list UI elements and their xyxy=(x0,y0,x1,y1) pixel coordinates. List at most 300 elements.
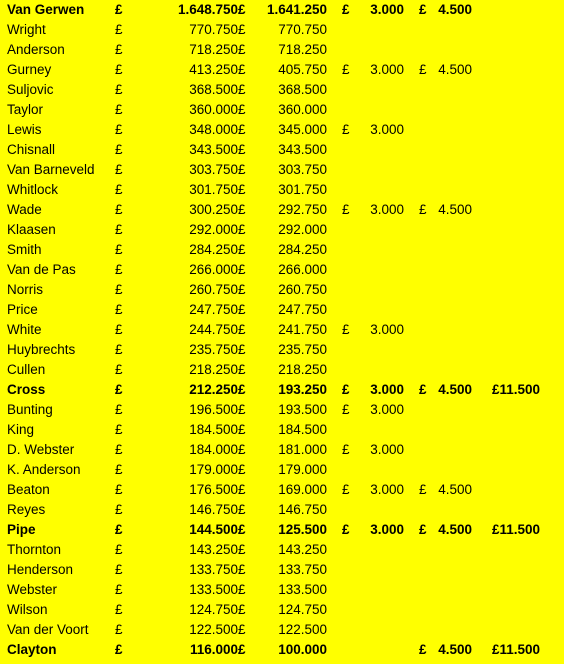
extra-prize-value xyxy=(480,100,540,120)
prize-value: 179.000 xyxy=(278,462,327,477)
prize-value: 284.250 xyxy=(278,242,327,257)
table-row xyxy=(0,380,564,400)
currency-symbol: £ xyxy=(342,382,350,397)
total-prize-value: 301.750 xyxy=(189,182,238,197)
currency-symbol: £ xyxy=(342,2,350,17)
prize-value: 405.750 xyxy=(278,62,327,77)
total-prize-value: 292.000 xyxy=(189,222,238,237)
currency-symbol: £ xyxy=(115,522,123,537)
total-prize-value: 176.500 xyxy=(189,482,238,497)
bonus-value xyxy=(357,160,404,180)
total-prize-value: 244.750 xyxy=(189,322,238,337)
currency-symbol: £ xyxy=(115,462,123,477)
player-name: Wilson xyxy=(7,602,48,617)
bonus-value xyxy=(357,460,404,480)
currency-symbol: £ xyxy=(238,642,246,657)
prize-value: 360.000 xyxy=(278,102,327,117)
bonus-value xyxy=(430,560,472,580)
bonus-value xyxy=(357,80,404,100)
currency-symbol: £ xyxy=(115,102,123,117)
total-prize-value: 143.250 xyxy=(189,542,238,557)
extra-prize-value xyxy=(480,360,540,380)
total-prize-value: 116.000 xyxy=(189,642,238,657)
prize-value: 235.750 xyxy=(278,342,327,357)
bonus-value xyxy=(430,140,472,160)
player-name: Thornton xyxy=(7,542,62,557)
currency-symbol: £ xyxy=(419,482,427,497)
table-row xyxy=(0,20,564,40)
table-row xyxy=(0,500,564,520)
currency-symbol: £ xyxy=(115,602,123,617)
currency-symbol: £ xyxy=(238,62,246,77)
bonus-value xyxy=(430,320,472,340)
total-prize-value: 413.250 xyxy=(189,62,238,77)
player-name: D. Webster xyxy=(7,442,75,457)
bonus-value xyxy=(430,240,472,260)
bonus-value xyxy=(357,300,404,320)
player-name: King xyxy=(7,422,35,437)
bonus-value xyxy=(357,280,404,300)
currency-symbol: £ xyxy=(115,622,123,637)
currency-symbol: £ xyxy=(238,382,246,397)
bonus-value: 4.500 xyxy=(438,202,472,217)
table-row xyxy=(0,600,564,620)
table-row xyxy=(0,40,564,60)
prize-value: 368.500 xyxy=(278,82,327,97)
currency-symbol: £ xyxy=(238,122,246,137)
currency-symbol: £ xyxy=(342,202,350,217)
player-name: Taylor xyxy=(7,102,44,117)
extra-prize-value: £11.500 xyxy=(491,642,540,657)
bonus-value xyxy=(357,180,404,200)
total-prize-value: 343.500 xyxy=(189,142,238,157)
total-prize-value: 133.500 xyxy=(189,582,238,597)
bonus-value xyxy=(357,220,404,240)
currency-symbol: £ xyxy=(342,522,350,537)
table-row xyxy=(0,200,564,220)
player-name: Cross xyxy=(7,382,46,397)
table-row xyxy=(0,180,564,200)
table-row xyxy=(0,280,564,300)
bonus-value xyxy=(430,620,472,640)
currency-symbol: £ xyxy=(115,322,123,337)
prize-value: 1.641.250 xyxy=(266,2,327,17)
currency-symbol: £ xyxy=(115,22,123,37)
prize-value: 301.750 xyxy=(278,182,327,197)
player-name: Wade xyxy=(7,202,42,217)
player-name: Chisnall xyxy=(7,142,56,157)
total-prize-value: 718.250 xyxy=(189,42,238,57)
bonus-value xyxy=(357,20,404,40)
extra-prize-value xyxy=(480,160,540,180)
total-prize-value: 184.500 xyxy=(189,422,238,437)
currency-symbol: £ xyxy=(238,362,246,377)
prize-value: 193.250 xyxy=(278,382,327,397)
total-prize-value: 1.648.750 xyxy=(177,2,238,17)
table-row xyxy=(0,80,564,100)
extra-prize-value xyxy=(480,140,540,160)
prize-value: 122.500 xyxy=(278,622,327,637)
currency-symbol: £ xyxy=(238,282,246,297)
prize-value: 133.500 xyxy=(278,582,327,597)
bonus-value: 3.000 xyxy=(370,2,404,17)
player-name: Suljovic xyxy=(7,82,54,97)
bonus-value: 4.500 xyxy=(438,482,472,497)
currency-symbol: £ xyxy=(238,422,246,437)
player-name: Price xyxy=(7,302,38,317)
extra-prize-value xyxy=(480,480,540,500)
bonus-value: 4.500 xyxy=(438,642,472,657)
bonus-value xyxy=(357,640,404,660)
bonus-value xyxy=(357,600,404,620)
bonus-value xyxy=(430,360,472,380)
table-row xyxy=(0,400,564,420)
bonus-value xyxy=(357,580,404,600)
prize-value: 718.250 xyxy=(278,42,327,57)
bonus-value: 4.500 xyxy=(438,62,472,77)
table-row xyxy=(0,260,564,280)
prize-value: 133.750 xyxy=(278,562,327,577)
currency-symbol: £ xyxy=(115,122,123,137)
table-row xyxy=(0,540,564,560)
table-row xyxy=(0,620,564,640)
currency-symbol: £ xyxy=(419,642,427,657)
bonus-value xyxy=(430,420,472,440)
extra-prize-value: £11.500 xyxy=(491,382,540,397)
total-prize-value: 300.250 xyxy=(189,202,238,217)
table-row xyxy=(0,460,564,480)
bonus-value xyxy=(357,100,404,120)
bonus-value xyxy=(430,280,472,300)
currency-symbol: £ xyxy=(115,182,123,197)
extra-prize-value xyxy=(480,460,540,480)
table-row xyxy=(0,340,564,360)
table-row xyxy=(0,420,564,440)
table-row xyxy=(0,240,564,260)
currency-symbol: £ xyxy=(238,222,246,237)
player-name: Wright xyxy=(7,22,46,37)
player-name: Norris xyxy=(7,282,43,297)
bonus-value xyxy=(430,580,472,600)
currency-symbol: £ xyxy=(419,202,427,217)
player-name: White xyxy=(7,322,42,337)
table-row xyxy=(0,560,564,580)
bonus-value xyxy=(357,340,404,360)
extra-prize-value xyxy=(480,280,540,300)
table-row xyxy=(0,580,564,600)
currency-symbol: £ xyxy=(342,62,350,77)
bonus-value xyxy=(430,180,472,200)
currency-symbol: £ xyxy=(115,342,123,357)
currency-symbol: £ xyxy=(419,522,427,537)
total-prize-value: 360.000 xyxy=(189,102,238,117)
player-name: Reyes xyxy=(7,502,46,517)
currency-symbol: £ xyxy=(115,422,123,437)
total-prize-value: 146.750 xyxy=(189,502,238,517)
prize-value: 184.500 xyxy=(278,422,327,437)
player-name: Van de Pas xyxy=(7,262,76,277)
currency-symbol: £ xyxy=(342,122,350,137)
total-prize-value: 144.500 xyxy=(189,522,238,537)
currency-symbol: £ xyxy=(342,482,350,497)
player-name: Whitlock xyxy=(7,182,59,197)
bonus-value xyxy=(430,400,472,420)
currency-symbol: £ xyxy=(115,142,123,157)
total-prize-value: 179.000 xyxy=(189,462,238,477)
currency-symbol: £ xyxy=(115,282,123,297)
prize-value: 169.000 xyxy=(278,482,327,497)
currency-symbol: £ xyxy=(238,562,246,577)
bonus-value: 3.000 xyxy=(370,122,404,137)
extra-prize-value xyxy=(480,120,540,140)
currency-symbol: £ xyxy=(115,482,123,497)
bonus-value: 4.500 xyxy=(438,382,472,397)
table-row xyxy=(0,60,564,80)
currency-symbol: £ xyxy=(115,162,123,177)
currency-symbol: £ xyxy=(342,442,350,457)
currency-symbol: £ xyxy=(238,322,246,337)
player-name: Smith xyxy=(7,242,42,257)
extra-prize-value xyxy=(480,560,540,580)
bonus-value xyxy=(430,160,472,180)
player-name: Henderson xyxy=(7,562,74,577)
extra-prize-value xyxy=(480,220,540,240)
bonus-value xyxy=(430,440,472,460)
bonus-value xyxy=(357,360,404,380)
prize-value: 218.250 xyxy=(278,362,327,377)
table-row xyxy=(0,220,564,240)
currency-symbol: £ xyxy=(115,262,123,277)
player-name: Webster xyxy=(7,582,58,597)
currency-symbol: £ xyxy=(238,342,246,357)
prize-value: 125.500 xyxy=(278,522,327,537)
bonus-value: 3.000 xyxy=(370,322,404,337)
table-row xyxy=(0,520,564,540)
extra-prize-value xyxy=(480,180,540,200)
currency-symbol: £ xyxy=(238,602,246,617)
bonus-value: 3.000 xyxy=(370,442,404,457)
prize-value: 266.000 xyxy=(278,262,327,277)
total-prize-value: 770.750 xyxy=(189,22,238,37)
bonus-value xyxy=(430,540,472,560)
currency-symbol: £ xyxy=(238,542,246,557)
extra-prize-value xyxy=(480,20,540,40)
currency-symbol: £ xyxy=(115,582,123,597)
player-name: Anderson xyxy=(7,42,65,57)
prize-value: 100.000 xyxy=(278,642,327,657)
currency-symbol: £ xyxy=(238,622,246,637)
bonus-value: 4.500 xyxy=(438,522,472,537)
table-row xyxy=(0,160,564,180)
bonus-value xyxy=(430,40,472,60)
currency-symbol: £ xyxy=(342,322,350,337)
player-name: Huybrechts xyxy=(7,342,76,357)
total-prize-value: 284.250 xyxy=(189,242,238,257)
player-name: K. Anderson xyxy=(7,462,81,477)
currency-symbol: £ xyxy=(115,442,123,457)
bonus-value xyxy=(430,500,472,520)
table-row xyxy=(0,320,564,340)
player-name: Bunting xyxy=(7,402,53,417)
player-name: Pipe xyxy=(7,522,36,537)
bonus-value xyxy=(430,460,472,480)
currency-symbol: £ xyxy=(238,482,246,497)
currency-symbol: £ xyxy=(238,142,246,157)
bonus-value xyxy=(357,420,404,440)
extra-prize-value xyxy=(480,580,540,600)
currency-symbol: £ xyxy=(115,302,123,317)
table-row xyxy=(0,0,564,20)
extra-prize-value xyxy=(480,60,540,80)
extra-prize-value xyxy=(480,40,540,60)
bonus-value xyxy=(430,80,472,100)
currency-symbol: £ xyxy=(419,382,427,397)
prize-value: 143.250 xyxy=(278,542,327,557)
currency-symbol: £ xyxy=(115,542,123,557)
currency-symbol: £ xyxy=(238,42,246,57)
total-prize-value: 247.750 xyxy=(189,302,238,317)
player-name: Clayton xyxy=(7,642,57,657)
currency-symbol: £ xyxy=(419,62,427,77)
bonus-value xyxy=(357,560,404,580)
currency-symbol: £ xyxy=(238,182,246,197)
player-name: Klaasen xyxy=(7,222,56,237)
total-prize-value: 212.250 xyxy=(189,382,238,397)
extra-prize-value xyxy=(480,200,540,220)
currency-symbol: £ xyxy=(115,642,123,657)
currency-symbol: £ xyxy=(115,562,123,577)
bonus-value xyxy=(430,600,472,620)
total-prize-value: 348.000 xyxy=(189,122,238,137)
prize-value: 247.750 xyxy=(278,302,327,317)
currency-symbol: £ xyxy=(238,582,246,597)
table-row xyxy=(0,360,564,380)
extra-prize-value xyxy=(480,600,540,620)
prize-value: 770.750 xyxy=(278,22,327,37)
currency-symbol: £ xyxy=(115,202,123,217)
table-row xyxy=(0,640,564,660)
prize-value: 181.000 xyxy=(278,442,327,457)
bonus-value: 4.500 xyxy=(438,2,472,17)
total-prize-value: 235.750 xyxy=(189,342,238,357)
prize-value: 292.750 xyxy=(278,202,327,217)
bonus-value xyxy=(430,120,472,140)
bonus-value xyxy=(357,500,404,520)
bonus-value xyxy=(430,260,472,280)
currency-symbol: £ xyxy=(115,42,123,57)
table-row xyxy=(0,120,564,140)
total-prize-value: 124.750 xyxy=(189,602,238,617)
total-prize-value: 218.250 xyxy=(189,362,238,377)
currency-symbol: £ xyxy=(238,102,246,117)
bonus-value: 3.000 xyxy=(370,382,404,397)
total-prize-value: 260.750 xyxy=(189,282,238,297)
currency-symbol: £ xyxy=(115,82,123,97)
currency-symbol: £ xyxy=(115,402,123,417)
currency-symbol: £ xyxy=(238,2,246,17)
currency-symbol: £ xyxy=(238,82,246,97)
currency-symbol: £ xyxy=(238,262,246,277)
extra-prize-value xyxy=(480,400,540,420)
bonus-value: 3.000 xyxy=(370,522,404,537)
prize-value: 343.500 xyxy=(278,142,327,157)
bonus-value: 3.000 xyxy=(370,482,404,497)
extra-prize-value xyxy=(480,320,540,340)
extra-prize-value xyxy=(480,540,540,560)
prize-value: 260.750 xyxy=(278,282,327,297)
prize-value: 124.750 xyxy=(278,602,327,617)
bonus-value xyxy=(357,540,404,560)
currency-symbol: £ xyxy=(115,242,123,257)
currency-symbol: £ xyxy=(342,402,350,417)
bonus-value xyxy=(430,100,472,120)
prize-value: 241.750 xyxy=(278,322,327,337)
extra-prize-value xyxy=(480,300,540,320)
table-row xyxy=(0,100,564,120)
bonus-value xyxy=(430,340,472,360)
bonus-value: 3.000 xyxy=(370,402,404,417)
player-name: Van der Voort xyxy=(7,622,89,637)
prize-value: 345.000 xyxy=(278,122,327,137)
player-name: Van Barneveld xyxy=(7,162,95,177)
bonus-value: 3.000 xyxy=(370,202,404,217)
player-name: Lewis xyxy=(7,122,42,137)
total-prize-value: 303.750 xyxy=(189,162,238,177)
currency-symbol: £ xyxy=(115,222,123,237)
currency-symbol: £ xyxy=(238,522,246,537)
player-name: Cullen xyxy=(7,362,46,377)
extra-prize-value xyxy=(480,440,540,460)
extra-prize-value xyxy=(480,620,540,640)
currency-symbol: £ xyxy=(115,362,123,377)
currency-symbol: £ xyxy=(238,462,246,477)
table-row xyxy=(0,440,564,460)
currency-symbol: £ xyxy=(115,502,123,517)
bonus-value xyxy=(357,620,404,640)
currency-symbol: £ xyxy=(238,22,246,37)
extra-prize-value xyxy=(480,260,540,280)
currency-symbol: £ xyxy=(238,202,246,217)
prize-value: 193.500 xyxy=(278,402,327,417)
table-row xyxy=(0,300,564,320)
player-name: Van Gerwen xyxy=(7,2,85,17)
currency-symbol: £ xyxy=(115,62,123,77)
table-row xyxy=(0,480,564,500)
total-prize-value: 184.000 xyxy=(189,442,238,457)
currency-symbol: £ xyxy=(115,2,123,17)
extra-prize-value xyxy=(480,500,540,520)
total-prize-value: 196.500 xyxy=(189,402,238,417)
extra-prize-value xyxy=(480,420,540,440)
currency-symbol: £ xyxy=(238,402,246,417)
extra-prize-value xyxy=(480,240,540,260)
total-prize-value: 368.500 xyxy=(189,82,238,97)
extra-prize-value xyxy=(480,80,540,100)
player-name: Gurney xyxy=(7,62,52,77)
currency-symbol: £ xyxy=(238,502,246,517)
total-prize-value: 133.750 xyxy=(189,562,238,577)
table-row xyxy=(0,140,564,160)
bonus-value xyxy=(357,260,404,280)
player-name: Beaton xyxy=(7,482,50,497)
currency-symbol: £ xyxy=(419,2,427,17)
bonus-value xyxy=(430,20,472,40)
currency-symbol: £ xyxy=(238,162,246,177)
extra-prize-value xyxy=(480,0,540,20)
extra-prize-value: £11.500 xyxy=(491,522,540,537)
bonus-value xyxy=(430,300,472,320)
currency-symbol: £ xyxy=(238,442,246,457)
